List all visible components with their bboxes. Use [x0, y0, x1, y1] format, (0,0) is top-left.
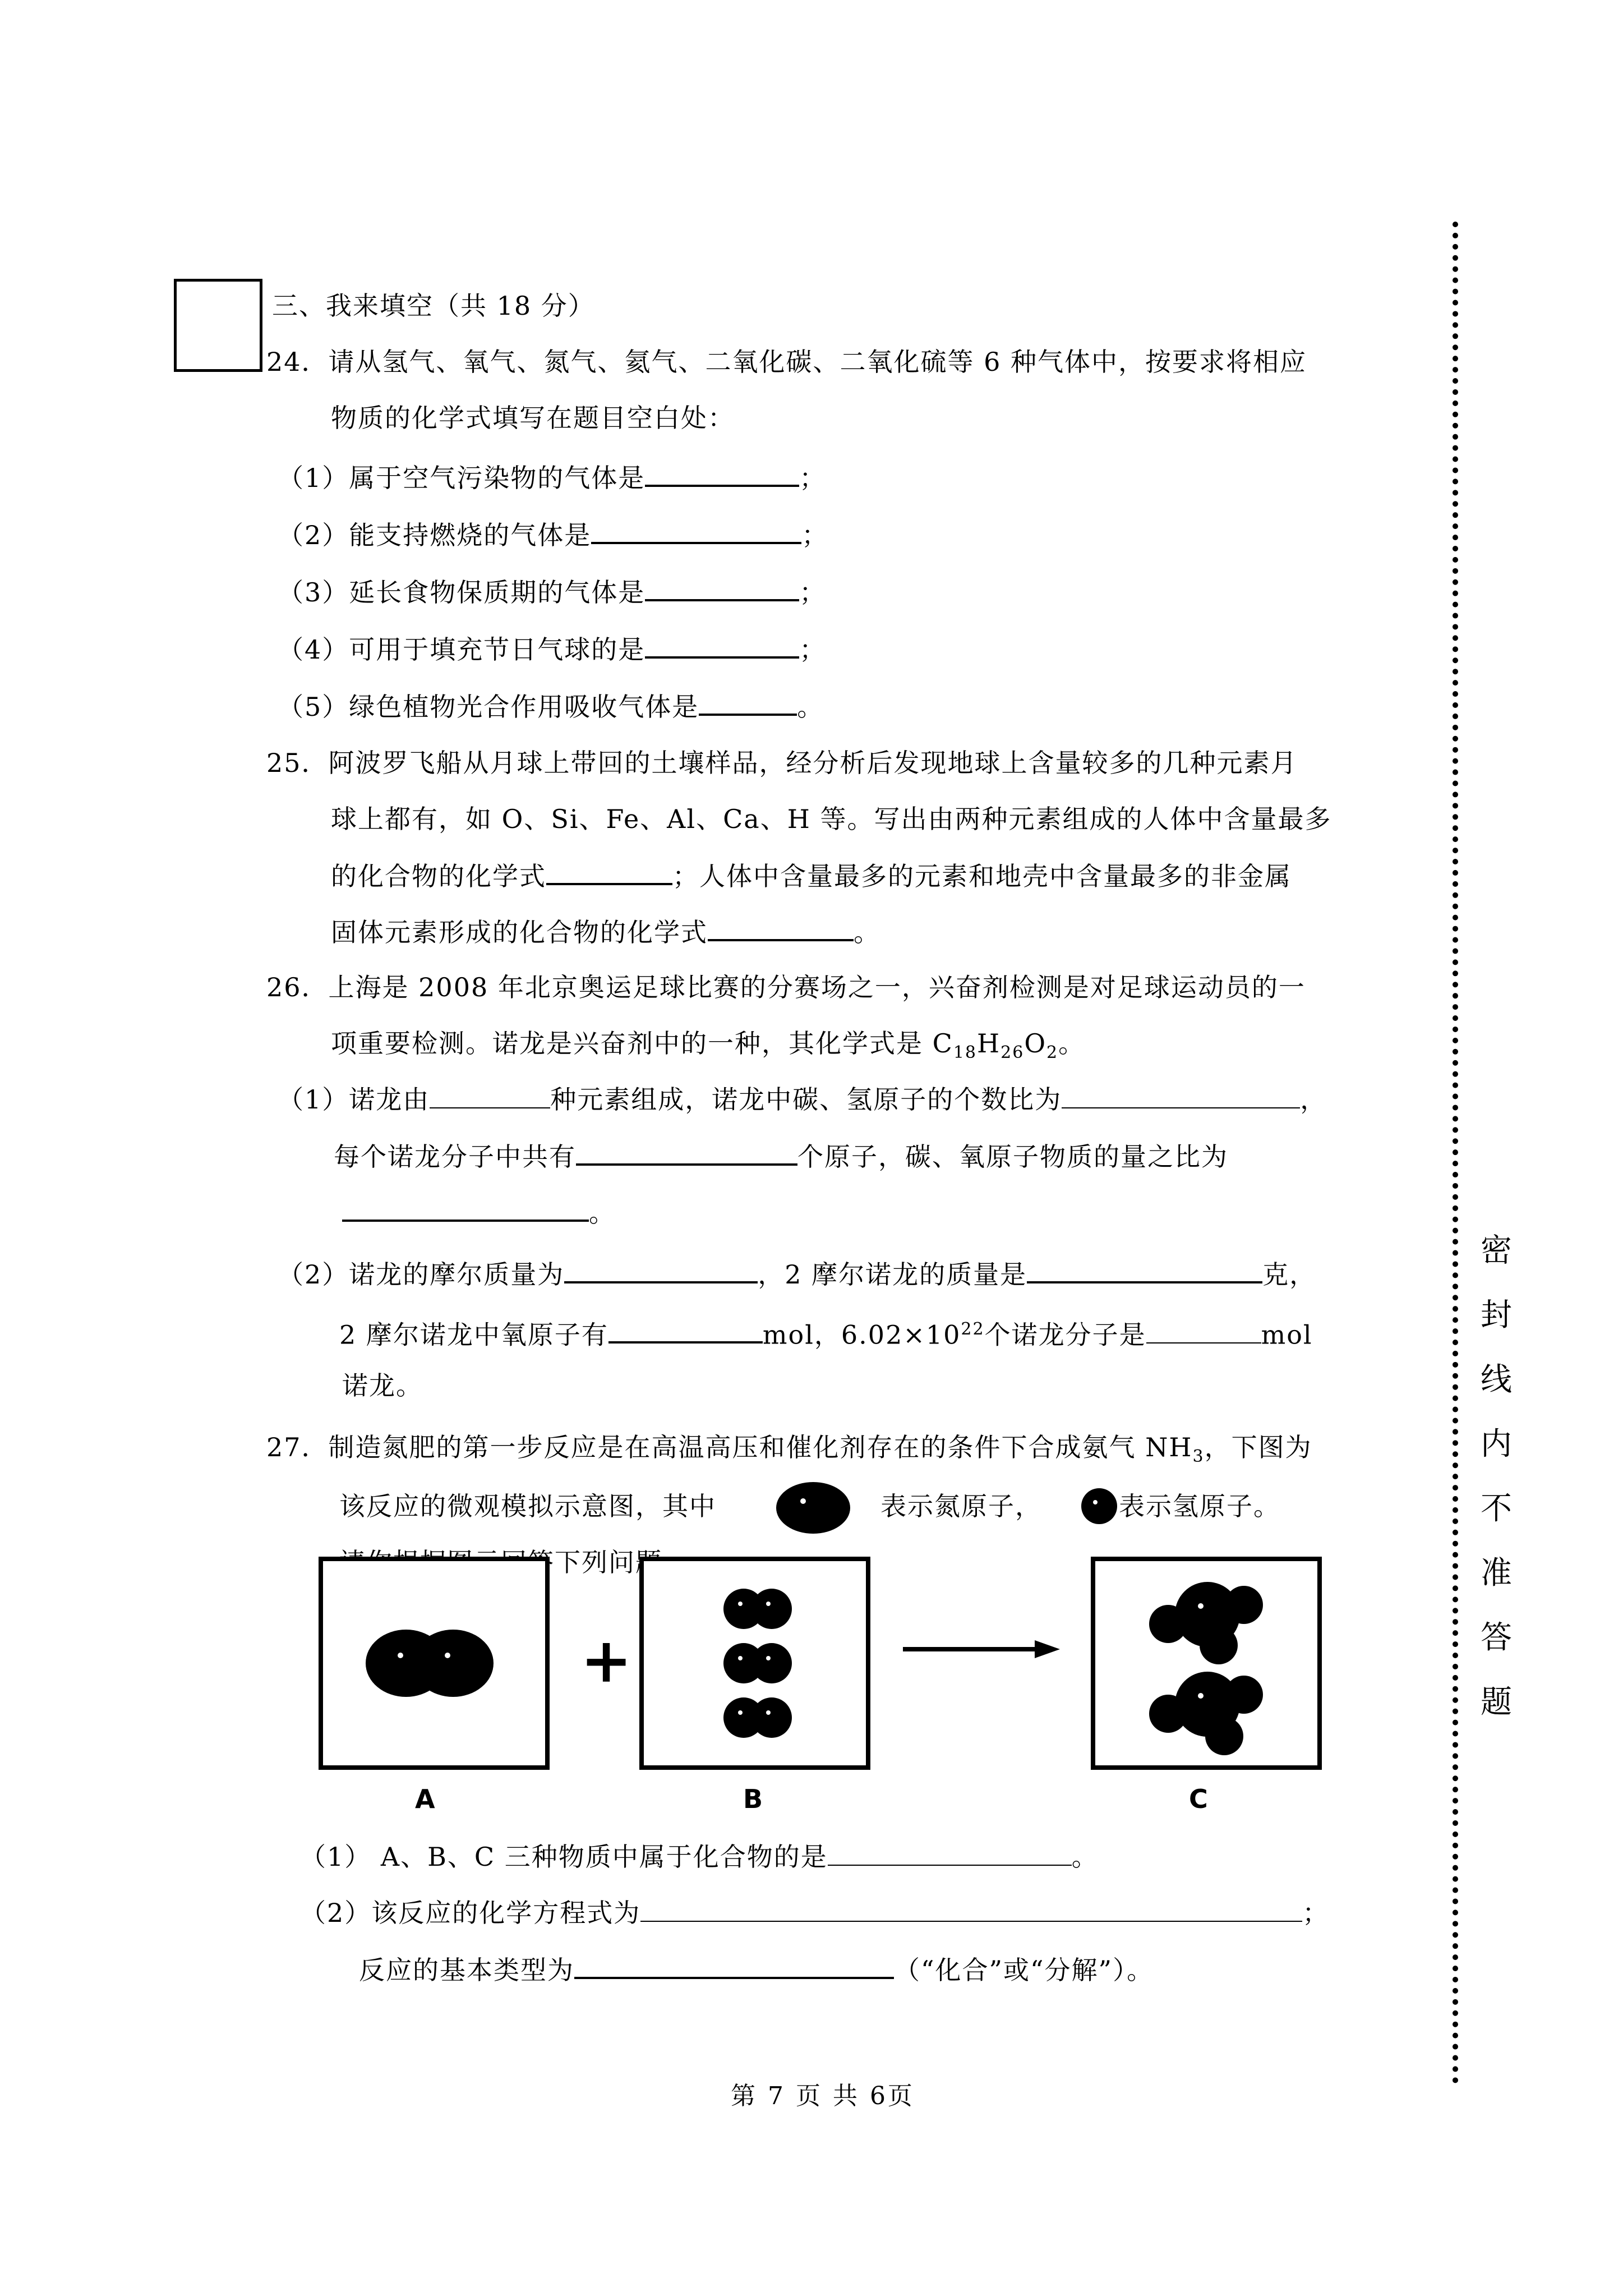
q24-item-1: （1）属于空气污染物的气体是 ； — [278, 460, 826, 495]
seal-char: 密 — [1481, 1232, 1512, 1269]
label-a: A — [415, 1784, 435, 1814]
q27-line-2-b: 表示氮原子， — [880, 1491, 1042, 1521]
ammonia-molecules-icon — [1095, 1561, 1317, 1765]
box-a — [319, 1557, 550, 1770]
answer-blank[interactable] — [576, 1139, 797, 1166]
label-b: B — [743, 1784, 763, 1814]
seal-char: 内 — [1481, 1426, 1512, 1462]
seal-char: 题 — [1481, 1684, 1512, 1720]
answer-blank[interactable] — [1027, 1257, 1262, 1283]
q24-item-3: （3）延长食物保质期的气体是 ； — [278, 574, 826, 609]
q26-part1-line3: 。 — [342, 1195, 616, 1230]
score-box — [174, 279, 262, 372]
hydrogen-atom-icon — [1080, 1487, 1119, 1526]
q27-line-2-c: 表示氢原子。 — [1119, 1491, 1280, 1521]
q25-line-3: 的化合物的化学式 ；人体中含量最多的元素和地壳中含量最多的非金属 — [331, 858, 1292, 893]
answer-blank[interactable] — [645, 574, 799, 601]
nitrogen-molecule-icon — [323, 1561, 545, 1765]
q25-line-2: 球上都有，如 O、Si、Fe、Al、Ca、H 等。写出由两种元素组成的人体中含量最多 — [331, 804, 1332, 834]
q27-sub-1: （1） A、B、C 三种物质中属于化合物的是 。 — [300, 1840, 1099, 1874]
label-c: C — [1189, 1784, 1208, 1814]
box-b — [639, 1557, 870, 1770]
q25-line-1: 25．阿波罗飞船从月球上带回的土壤样品，经分析后发现地球上含量较多的几种元素月 — [266, 748, 1298, 778]
answer-blank[interactable] — [1146, 1318, 1261, 1343]
seal-char: 线 — [1481, 1361, 1512, 1398]
answer-blank[interactable] — [645, 632, 799, 659]
answer-blank[interactable] — [564, 1257, 758, 1283]
q27-sub-3: 反应的基本类型为 （“化合”或“分解”）。 — [359, 1952, 1154, 1987]
reaction-arrow-icon — [903, 1638, 1060, 1660]
q27-sub-2: （2）该反应的化学方程式为 ； — [300, 1896, 1329, 1930]
seal-char: 准 — [1481, 1555, 1512, 1591]
box-c — [1091, 1557, 1322, 1770]
hydrogen-molecules-icon — [644, 1561, 866, 1765]
nitrogen-atom-icon — [774, 1480, 852, 1536]
answer-blank[interactable] — [608, 1317, 763, 1343]
answer-blank[interactable] — [574, 1952, 894, 1979]
answer-blank[interactable] — [828, 1840, 1072, 1866]
answer-blank[interactable] — [591, 517, 801, 544]
answer-blank[interactable] — [640, 1896, 1302, 1922]
q26-line-1: 26．上海是 2008 年北京奥运足球比赛的分赛场之一，兴奋剂检测是对足球运动员的一 — [266, 972, 1306, 1002]
seal-dotted-line — [1453, 222, 1458, 2084]
q25-line-4: 固体元素形成的化合物的化学式 。 — [331, 914, 880, 949]
q26-part2-line2: 2 摩尔诺龙中氧原子有 mol，$6.02\times 10^{22}$个诺龙分子是 mol — [339, 1313, 1313, 1351]
seal-char: 答 — [1481, 1619, 1512, 1656]
q24-item-2: （2）能支持燃烧的气体是 ； — [278, 517, 828, 552]
answer-blank[interactable] — [699, 689, 797, 716]
answer-blank[interactable] — [430, 1083, 550, 1108]
page-footer: 第 7 页 共 6页 — [731, 2082, 915, 2110]
answer-blank[interactable] — [645, 460, 799, 487]
seal-char: 不 — [1481, 1490, 1512, 1527]
q26-part1-line2: 每个诺龙分子中共有 个原子，碳、氧原子物质的量之比为 — [334, 1139, 1228, 1174]
plus-sign: + — [580, 1624, 633, 1696]
q27-line-1: 27．制造氮肥的第一步反应是在高温高压和催化剂存在的条件下合成氨气 $NH_3$，下图为 — [266, 1432, 1312, 1467]
q24-intro-2: 物质的化学式填写在题目空白处： — [331, 403, 735, 433]
section-title: 三、我来填空（共 18 分） — [272, 291, 595, 321]
q26-line-2: 项重要检测。诺龙是兴奋剂中的一种，其化学式是 $C_{18}H_{26}O_2$。 — [331, 1028, 1086, 1063]
q24-item-4: （4）可用于填充节日气球的是 ； — [278, 632, 826, 666]
q24-intro-1: 24．请从氢气、氧气、氮气、氦气、二氧化碳、二氧化硫等 6 种气体中，按要求将相应 — [266, 347, 1307, 377]
q26-part2-line3: 诺龙。 — [342, 1370, 423, 1401]
answer-blank[interactable] — [546, 858, 672, 885]
q27-line-2: 该反应的微观模拟示意图，其中 — [339, 1491, 716, 1521]
seal-char: 封 — [1481, 1297, 1512, 1333]
q26-part1-line1: （1）诺龙由 种元素组成，诺龙中碳、氢原子的个数比为 ， — [278, 1083, 1327, 1116]
q24-item-5: （5）绿色植物光合作用吸收气体是 。 — [278, 689, 824, 724]
answer-blank[interactable] — [1062, 1083, 1300, 1108]
answer-blank[interactable] — [342, 1195, 589, 1222]
q26-part2-line1: （2）诺龙的摩尔质量为 ，2 摩尔诺龙的质量是 克， — [278, 1257, 1316, 1291]
answer-blank[interactable] — [708, 914, 854, 941]
